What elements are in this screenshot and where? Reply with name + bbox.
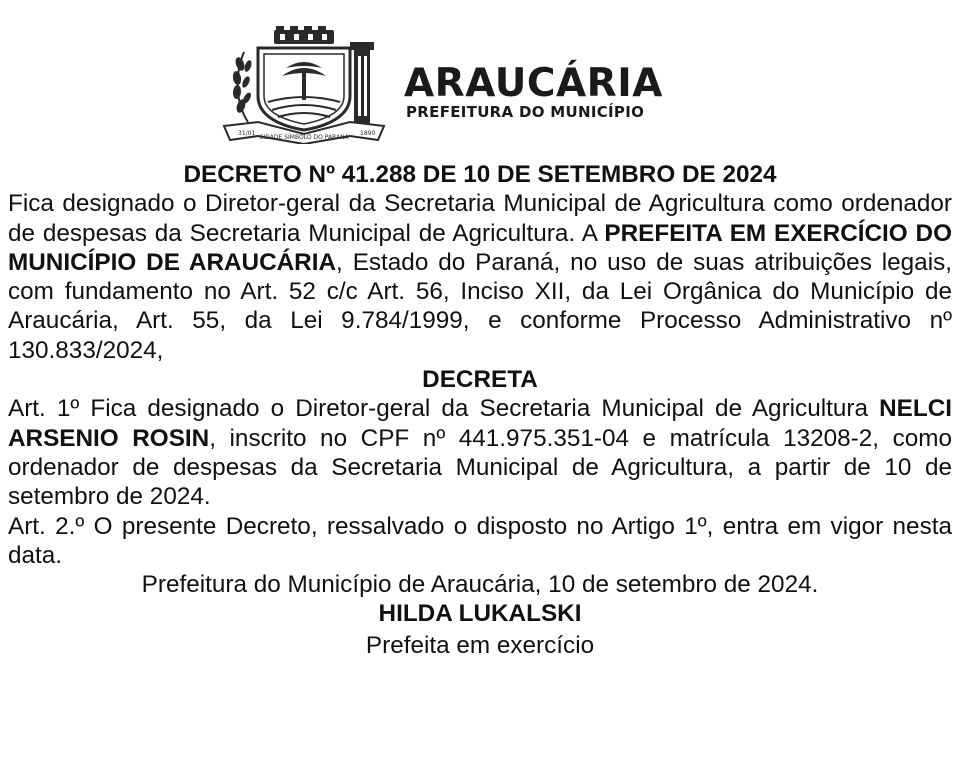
signatory-name: HILDA LUKALSKI <box>378 600 582 628</box>
article-1 <box>8 394 952 511</box>
preamble-separator: A <box>575 219 605 247</box>
article-1-intro: Art. 1º Fica designado o Diretor-geral da Secretaria Municipal de Agricultura <box>8 395 880 423</box>
decreta-heading: DECRETA <box>422 366 538 394</box>
crest-ribbon-center: CIDADE SÍMBOLO DO PARANÁ <box>259 134 349 141</box>
brand-name: ARAUCÁRIA <box>404 61 663 106</box>
crest-ribbon-left: 31/01 <box>238 130 256 137</box>
preamble-rest: , Estado do Paraná, no uso de suas atribuições legais, com fundamento no Art. 52 c/c Art. 56, Inciso XII, da Lei Orgânica do Município de Araucária, Art. 55, da Lei 9.784/1999, e conforme Processo Administrativo nº 130.833/2024, <box>8 248 952 364</box>
designee-name: NELCI ARSENIO ROSIN <box>8 395 952 452</box>
preamble-summary: Fica designado o Diretor-geral da Secretaria Municipal de Agricultura como ordenador de despesas da Secretaria Municipal de Agricultura. <box>8 190 952 247</box>
article-1-rest: , inscrito no CPF nº 441.975.351-04 e matrícula 13208-2, como ordenador de despesas da Secretaria Municipal de Agricultura, a partir de 10 de setembro de 2024. <box>8 424 952 511</box>
signatory-role: Prefeita em exercício <box>365 631 595 659</box>
crest-ribbon-right: 1890 <box>360 130 376 137</box>
preamble-authority: PREFEITA EM EXERCÍCIO DO MUNICÍPIO DE ARAUCÁRIA <box>8 219 952 276</box>
place-and-date: Prefeitura do Município de Araucária, 10 de setembro de 2024. <box>141 571 819 599</box>
decree-preamble <box>8 189 952 365</box>
decree-title: DECRETO Nº 41.288 DE 10 DE SETEMBRO DE 2024 <box>183 161 777 188</box>
document-header <box>0 18 962 148</box>
municipality-logo-text <box>404 61 744 121</box>
article-2: Art. 2.º O presente Decreto, ressalvado o disposto no Artigo 1º, entra em vigor nesta data. <box>8 512 952 569</box>
decree-body <box>8 160 952 660</box>
brand-subtitle: PREFEITURA DO MUNICÍPIO <box>406 103 645 121</box>
municipal-coat-of-arms-icon <box>218 26 390 144</box>
